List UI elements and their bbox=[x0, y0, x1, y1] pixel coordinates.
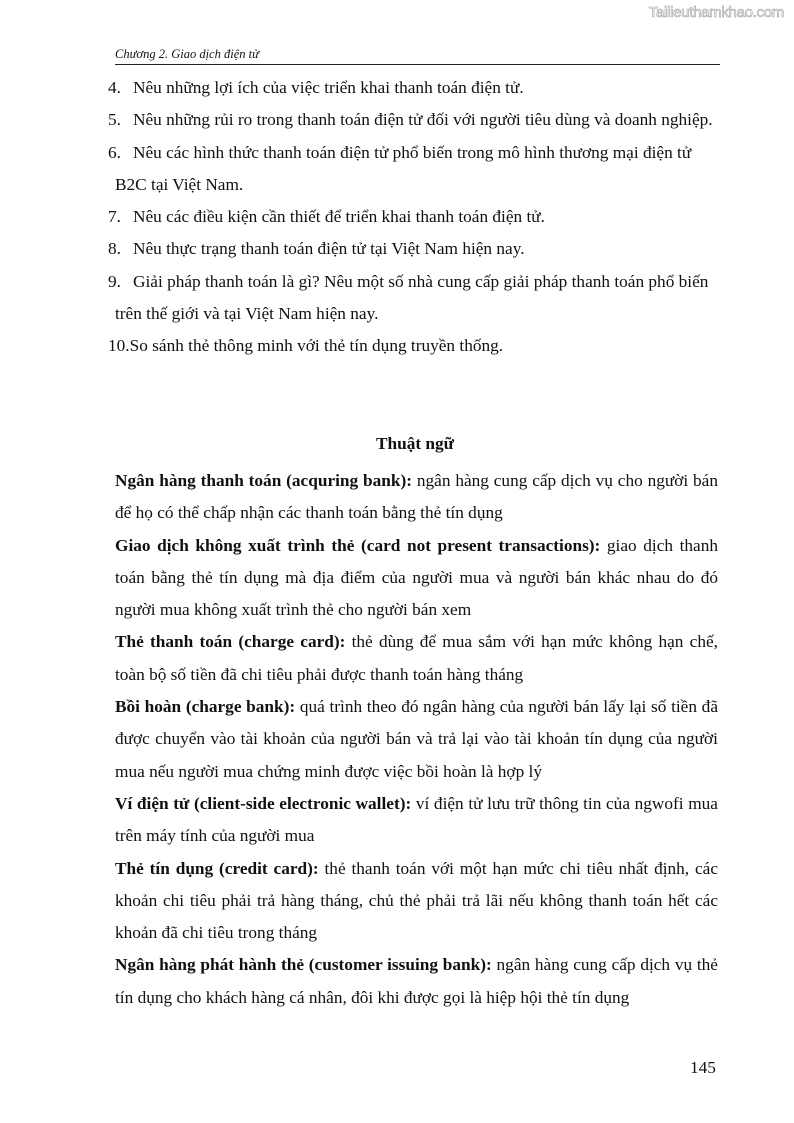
question-list bbox=[108, 72, 720, 363]
glossary-entry bbox=[115, 465, 718, 530]
item-text: Giải pháp thanh toán là gì? Nêu một số nhà cung cấp giải pháp thanh toán phổ biến trên thế giới và tại Việt Nam hiện nay. bbox=[115, 271, 709, 324]
list-item bbox=[108, 72, 720, 104]
glossary-entry bbox=[115, 626, 718, 691]
definition: ngân hàng cung cấp dịch vụ thẻ tín dụng cho khách hàng cá nhân, đôi khi được gọi là hiệp hội thẻ tín dụng bbox=[115, 955, 718, 1007]
item-number: 10. bbox=[108, 336, 130, 356]
glossary-entry bbox=[115, 853, 718, 950]
page-number: 145 bbox=[690, 1058, 716, 1077]
list-item bbox=[108, 266, 720, 331]
glossary-entry bbox=[115, 788, 718, 853]
item-text: Nêu những rủi ro trong thanh toán điện tử đối với người tiêu dùng và doanh nghiệp. bbox=[133, 110, 713, 130]
item-text: Nêu thực trạng thanh toán điện tử tại Việt Nam hiện nay. bbox=[133, 239, 525, 259]
term: Thẻ tín dụng (credit card): bbox=[115, 858, 319, 878]
list-item bbox=[108, 233, 720, 265]
item-text: Nêu những lợi ích của việc triển khai thanh toán điện tử. bbox=[133, 78, 524, 97]
definition: giao dịch thanh toán bằng thẻ tín dụng mà địa điểm của người mua và người bán khác nhau do đó người mua không xuất trình thẻ cho người bán xem bbox=[115, 535, 718, 620]
term: Bồi hoàn (charge bank): bbox=[115, 697, 296, 717]
glossary-entry bbox=[115, 949, 718, 1014]
list-item bbox=[108, 104, 720, 136]
term: Ngân hàng phát hành thẻ (customer issuing bank): bbox=[115, 955, 492, 975]
term: Giao dịch không xuất trình thẻ (card not present transactions): bbox=[115, 535, 601, 555]
glossary-title: Thuật ngữ bbox=[375, 434, 455, 453]
item-text: Nêu các hình thức thanh toán điện tử phổ biến trong mô hình thương mại điện tử B2C tại Việt Nam. bbox=[115, 142, 692, 194]
definition: quá trình theo đó ngân hàng của người bán lấy lại số tiền đã được chuyển vào tài khoản của người bán và trả lại vào tài khoản tín dụng của người mua nếu người mua chứng minh được việc bồi hoàn là hợp lý bbox=[115, 697, 718, 781]
term: Thẻ thanh toán (charge card): bbox=[115, 632, 346, 652]
glossary-entry bbox=[115, 691, 718, 788]
item-number: 8. bbox=[108, 239, 121, 259]
term: Ngân hàng thanh toán (acquring bank): bbox=[115, 471, 413, 490]
item-number: 4. bbox=[108, 78, 121, 97]
running-header: Chương 2. Giao dịch điện tử bbox=[115, 47, 720, 65]
definition: ngân hàng cung cấp dịch vụ cho người bán để họ có thể chấp nhận các thanh toán bằng thẻ tín dụng bbox=[115, 471, 718, 523]
watermark: Tailieuthamkhao.com bbox=[648, 4, 784, 21]
glossary bbox=[115, 465, 718, 1014]
list-item bbox=[108, 201, 720, 233]
list-item bbox=[108, 330, 720, 362]
definition: thẻ dùng để mua sắm với hạn mức không hạn chế, toàn bộ số tiền đã chi tiêu phải được thanh toán hàng tháng bbox=[115, 632, 718, 684]
item-text: So sánh thẻ thông minh với thẻ tín dụng truyền thống. bbox=[129, 336, 504, 356]
definition: ví điện tử lưu trữ thông tin của ngwofi mua trên máy tính của người mua bbox=[115, 793, 718, 846]
definition: thẻ thanh toán với một hạn mức chi tiêu nhất định, các khoản chi tiêu phải trả hàng tháng, chủ thẻ phải trả lãi nếu không thanh toán hết các khoản đã chi tiêu trong tháng bbox=[115, 858, 718, 943]
list-item bbox=[108, 137, 720, 202]
item-number: 7. bbox=[108, 207, 121, 227]
item-number: 6. bbox=[108, 142, 121, 162]
item-number: 5. bbox=[108, 110, 121, 130]
glossary-entry bbox=[115, 530, 718, 627]
item-number: 9. bbox=[108, 271, 121, 291]
item-text: Nêu các điều kiện cần thiết để triển khai thanh toán điện tử. bbox=[133, 207, 545, 227]
term: Ví điện tử (client-side electronic wallet): bbox=[115, 793, 412, 813]
